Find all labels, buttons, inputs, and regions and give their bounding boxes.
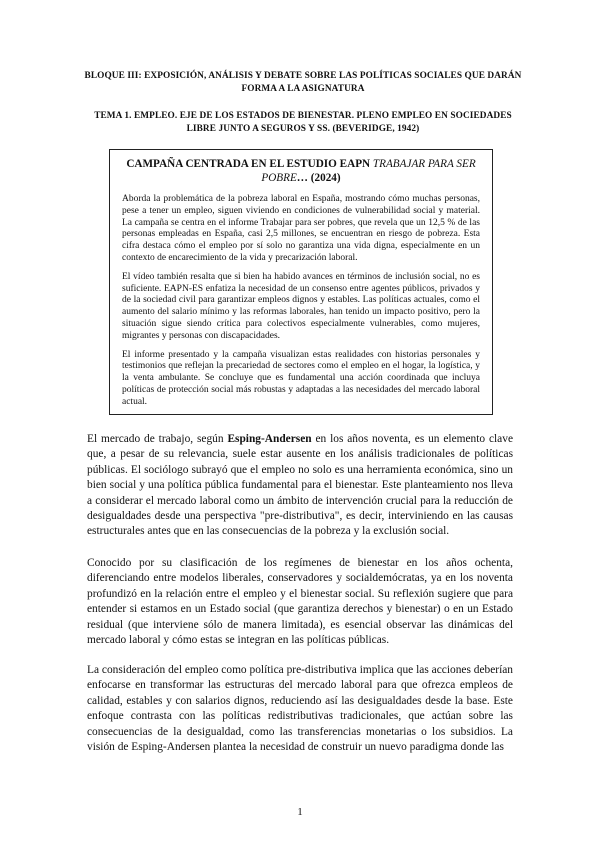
body-text: El mercado de trabajo, según <box>87 433 228 445</box>
body-paragraph: Conocido por su clasificación de los regímenes de bienestar en los años ochenta, diferenciando entre modelos liberales, conservadores y socialdemócratas, ya en los noventa profundizó en la relación entre el empleo y el bienestar social. Su reflexión sugiere que para entender si estamos en un Estado social (que garantiza derechos y bienestar) o en un Estado residual (que interviene sólo de manera limitada), es esencial observar las dinámicas del mercado laboral y cómo estas se integran en las políticas públicas. <box>87 557 513 647</box>
campaign-title-italic: TRABAJAR PARA SER POBRE <box>261 158 476 184</box>
body-text: en los años noventa, es un elemento clave que, a pesar de su relevancia, suele estar ausente en los análisis tradicionales de políticas públicas. El sociólogo subrayó que el empleo no solo es una herramienta económica, sino un bien social y una política pública fundamental para el bienestar. Este planteamiento nos lleva a considerar el mercado laboral como un ámbito de intervención crucial para la reducción de desigualdades desde una perspectiva "pre-distributiva", es decir, interviniendo en las causas estructurales antes que en las consecuencias de la pobreza y la exclusión social. <box>87 433 513 538</box>
campaign-paragraph: Aborda la problemática de la pobreza laboral en España, mostrando cómo muchas personas, pese a tener un empleo, siguen viviendo en condiciones de vulnerabilidad social y material. La campaña se centra en el informe Trabajar para ser pobres, que revela que un 12,5 % de las personas empleadas en España, casi 2,5 millones, se encuentran en riesgo de pobreza. Esta cifra destaca cómo el empleo por sí solo no garantiza una vida digna, especialmente en un contexto de encarecimiento de la vida y precarización laboral. <box>122 194 480 263</box>
campaign-box <box>109 149 493 415</box>
campaign-title-prefix: CAMPAÑA CENTRADA EN EL ESTUDIO EAPN <box>126 158 373 170</box>
body-paragraph: La consideración del empleo como política pre-distributiva implica que las acciones deberían enfocarse en transformar las estructuras del mercado laboral para que ofrezca empleos de calidad, estables y con salarios dignos, reduciendo así las desigualdades desde la base. Este enfoque contrasta con las políticas redistributivas tradicionales, que actúan sobre las consecuencias de la desigualdad, como las transferencias monetarias o los subsidios. La visión de Esping-Andersen plantea la necesidad de construir un nuevo paradigma donde las <box>87 664 513 754</box>
campaign-box-title <box>122 157 480 185</box>
block-heading: BLOQUE III: EXPOSICIÓN, ANÁLISIS Y DEBATE SOBRE LAS POLÍTICAS SOCIALES QUE DARÁN FORMA A LA ASIGNATURA <box>84 71 522 94</box>
campaign-title-suffix: … (2024) <box>296 172 341 184</box>
body-paragraph <box>87 432 513 540</box>
author-name: Esping-Andersen <box>227 433 312 445</box>
campaign-paragraph: El vídeo también resalta que si bien ha habido avances en términos de inclusión social, no es suficiente. EAPN-ES enfatiza la necesidad de un consenso entre agentes públicos, privados y de la sociedad civil para garantizar empleos dignos y estables. Las políticas actuales, como el aumento del salario mínimo y las reformas laborales, han tenido un impacto positivo, pero la situación sigue siendo crítica para colectivos especialmente vulnerables, como mujeres, migrantes y personas con discapacidades. <box>122 271 480 341</box>
page-number: 1 <box>297 806 303 818</box>
campaign-paragraph: El informe presentado y la campaña visualizan estas realidades con historias personales y testimonios que reflejan la precariedad de sectores como el empleo en el hogar, la logística, y la venta ambulante. Se concluye que es fundamental una acción coordinada que incluya políticas de protección social más robustas y adaptadas a las necesidades del mercado laboral actual. <box>122 349 480 407</box>
topic-heading: TEMA 1. EMPLEO. EJE DE LOS ESTADOS DE BIENESTAR. PLENO EMPLEO EN SOCIEDADES LIBRE JUNTO A SEGUROS Y SS. (BEVERIDGE, 1942) <box>94 111 512 134</box>
